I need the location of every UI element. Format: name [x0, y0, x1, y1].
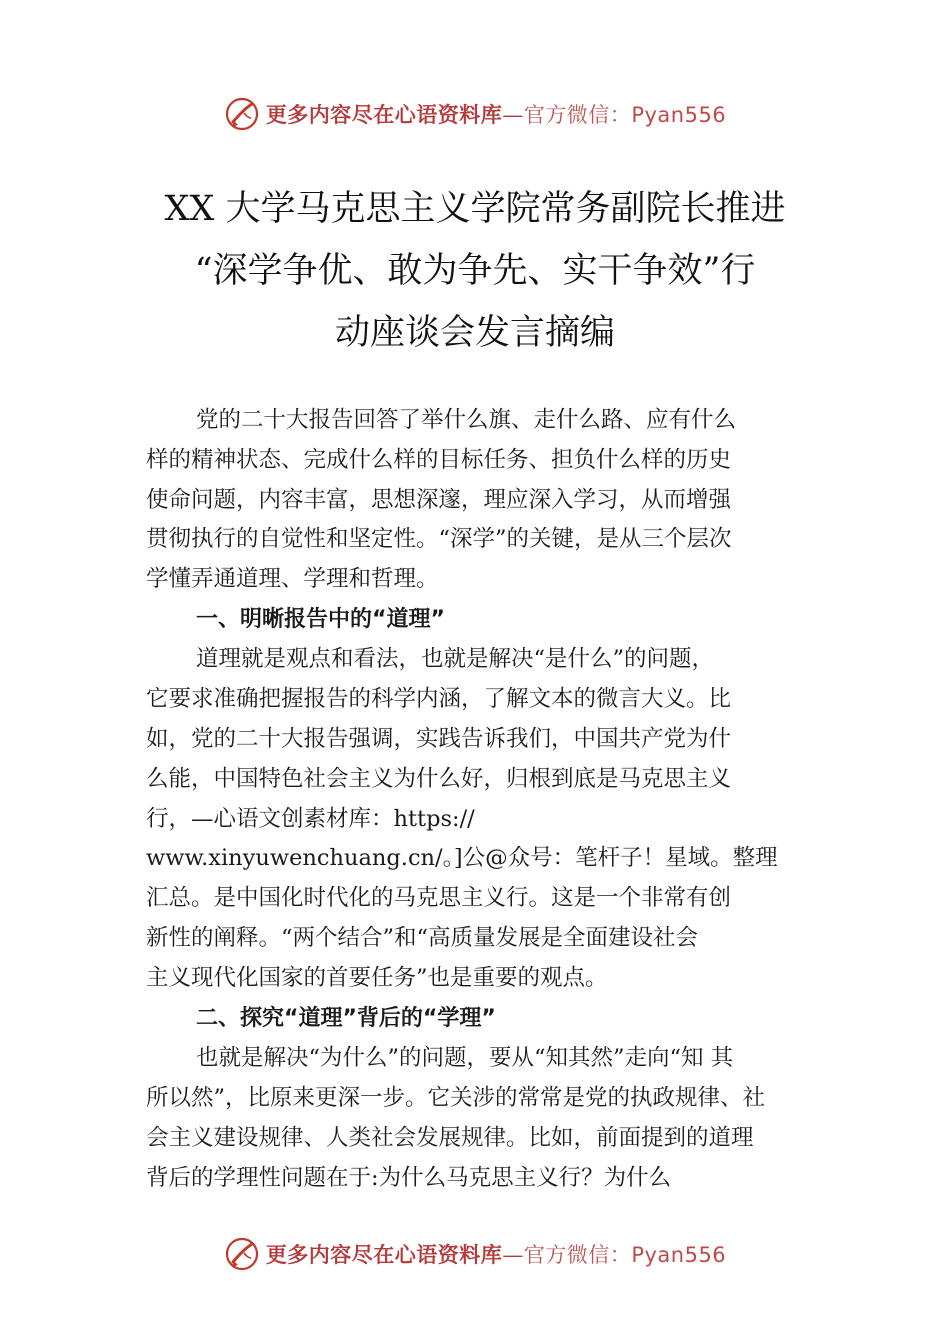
paragraph-line: 样的精神状态、完成什么样的目标任务、担负什么样的历史 — [146, 446, 732, 473]
paragraph-line: 党的二十大报告回答了举什么旗、走什么路、应有什么 — [196, 407, 737, 433]
paragraph-line: 道理就是观点和看法，也就是解决“是什么”的问题， — [196, 646, 715, 673]
document-body — [146, 401, 836, 1198]
banner-wechat-id: Pyan556 — [631, 1243, 727, 1267]
paragraph-line: 所以然”，比原来更深一步。它关涉的常常是党的执政规律、社 — [146, 1084, 766, 1111]
banner-separator: — — [502, 1243, 524, 1267]
paragraph-line: 使命问题，内容丰富，思想深邃，理应深入学习，从而增强 — [146, 486, 732, 513]
paragraph-line: 汇总。是中国化时代化的马克思主义行。这是一个非常有创 — [146, 885, 732, 912]
pen-logo-icon — [224, 96, 260, 132]
paragraph-line: 也就是解决“为什么”的问题，要从“知其然”走向“知 其 — [196, 1045, 734, 1072]
section-heading-2: 二、探究“道理”背后的“学理” — [196, 1005, 496, 1031]
banner-wechat-label: 官方微信： — [523, 103, 632, 127]
title-line-2: “深学争优、敢为争先、实干争效”行 — [194, 251, 756, 291]
paragraph-3 — [146, 1039, 836, 1198]
paragraph-line: www.xinyuwenchuang.cn/。]公@众号：笔杆子！星域。整理 — [146, 845, 778, 872]
header-watermark-banner — [0, 94, 950, 134]
banner-wechat-label: 官方微信： — [523, 1243, 632, 1267]
paragraph-1 — [146, 401, 836, 600]
banner-site-text: 更多内容尽在心语资料库 — [265, 102, 503, 127]
paragraph-line: 贯彻执行的自觉性和坚定性。“深学”的关键，是从三个层次 — [146, 526, 732, 553]
title-line-3: 动座谈会发言摘编 — [334, 313, 615, 353]
banner-wechat-id: Pyan556 — [631, 103, 727, 127]
paragraph-line: 新性的阐释。“两个结合”和“高质量发展是全面建设社会 — [146, 925, 699, 952]
banner-text — [266, 99, 726, 129]
banner-site-text: 更多内容尽在心语资料库 — [265, 1242, 503, 1267]
paragraph-line: 学懂弄通道理、学理和哲理。 — [146, 566, 439, 593]
banner-separator: — — [502, 103, 524, 127]
pen-logo-icon — [224, 1236, 260, 1272]
paragraph-line: 么能，中国特色社会主义为什么好，归根到底是马克思主义 — [146, 765, 732, 792]
paragraph-2 — [146, 640, 836, 998]
title-line-1: XX 大学马克思主义学院常务副院长推进 — [164, 189, 786, 229]
paragraph-line: 它要求准确把握报告的科学内涵，了解文本的微言大义。比 — [146, 686, 732, 713]
paragraph-line: 会主义建设规律、人类社会发展规律。比如，前面提到的道理 — [146, 1124, 754, 1151]
paragraph-line: 行，—心语文创素材库：https:// — [146, 805, 475, 832]
footer-watermark-banner — [0, 1234, 950, 1274]
paragraph-line: 背后的学理性问题在于:为什么马克思主义行？为什么 — [146, 1164, 672, 1191]
paragraph-line: 如，党的二十大报告强调，实践告诉我们，中国共产党为什 — [146, 726, 732, 753]
section-heading-1: 一、明晰报告中的“道理” — [196, 606, 445, 632]
paragraph-line: 主义现代化国家的首要任务”也是重要的观点。 — [146, 964, 608, 991]
document-title — [100, 178, 850, 364]
banner-text — [266, 1239, 726, 1269]
